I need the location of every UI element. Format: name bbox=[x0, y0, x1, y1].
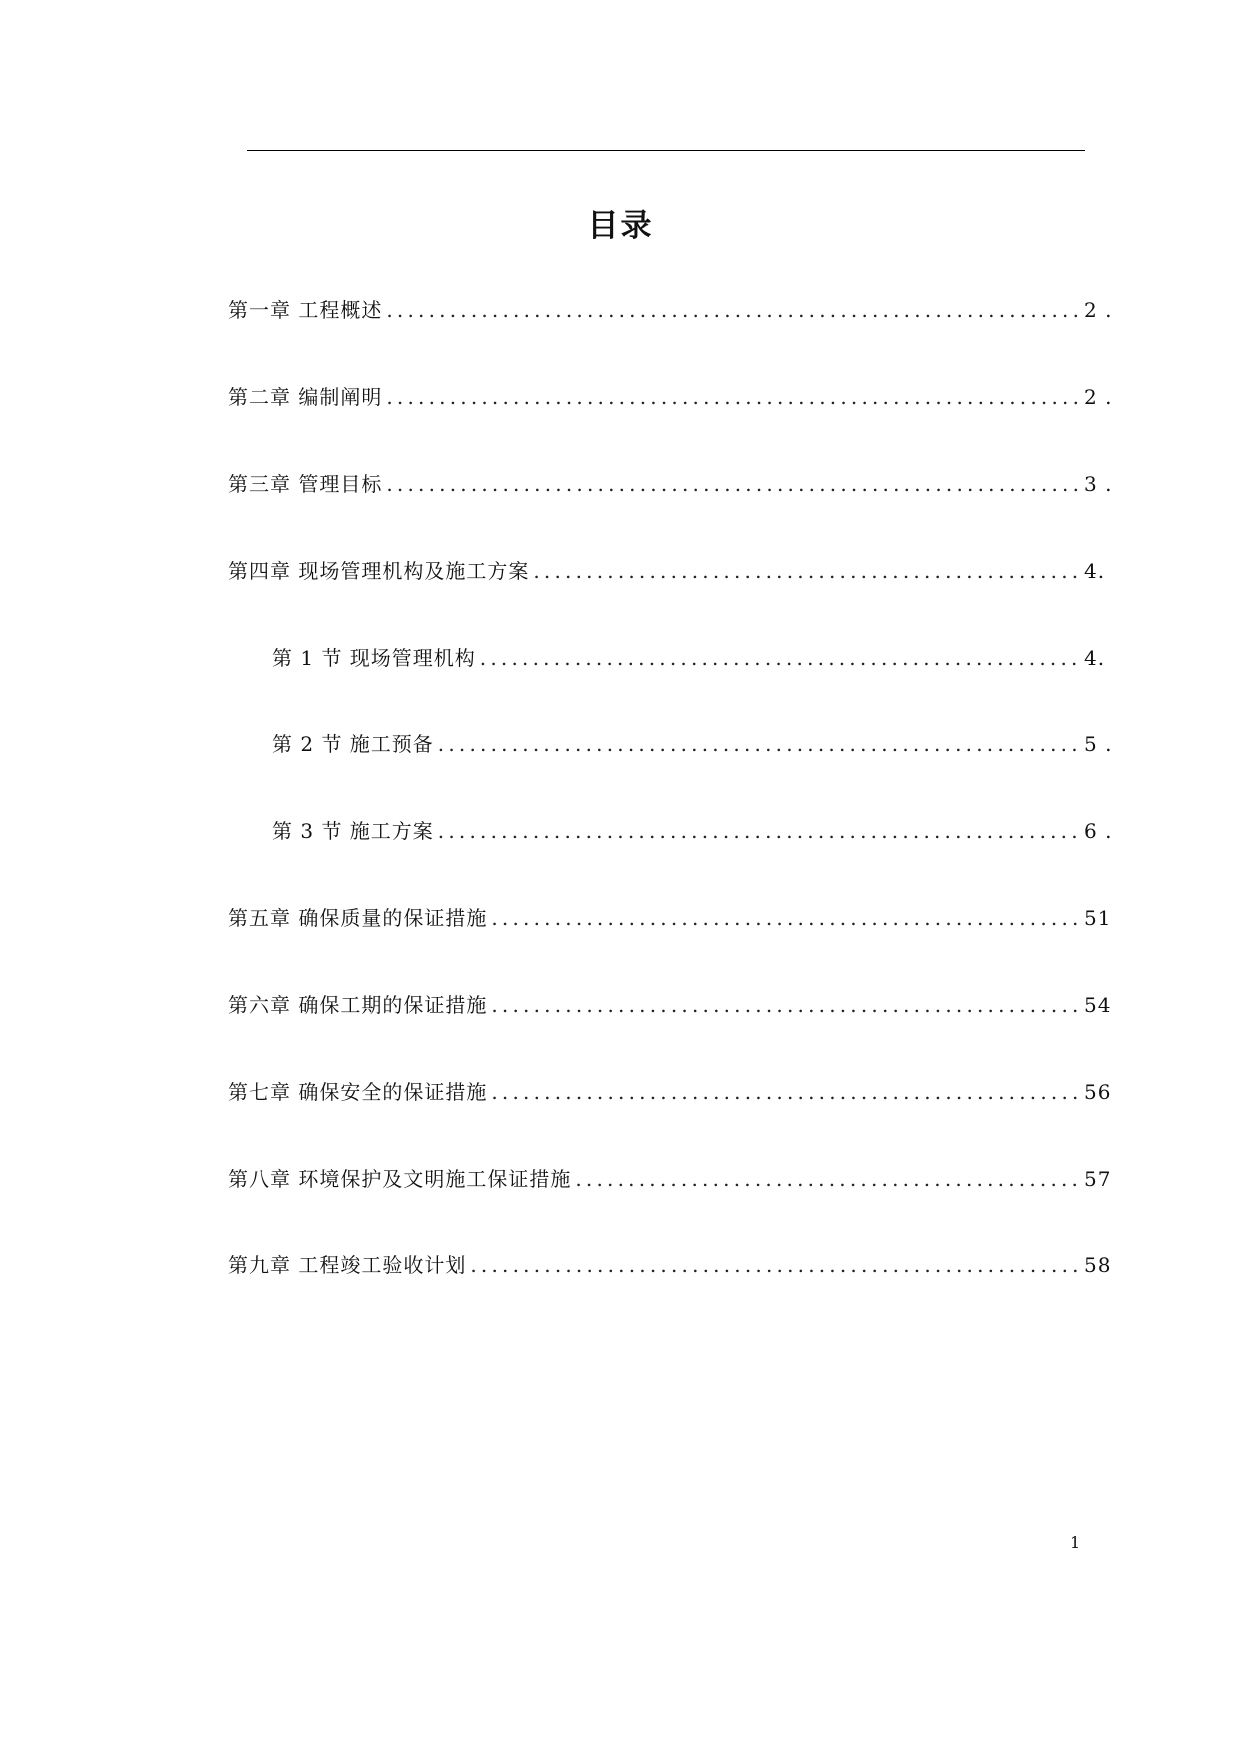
toc-entry-page: 6 . bbox=[1084, 819, 1113, 843]
toc-leader-dots bbox=[491, 993, 1081, 1017]
toc-entry-page: 4. bbox=[1084, 559, 1106, 583]
toc-entry-label: 第 1 节 现场管理机构 bbox=[272, 646, 476, 670]
toc-entry-chapter-7[interactable] bbox=[228, 1076, 1116, 1108]
page-number: 1 bbox=[1070, 1533, 1081, 1552]
toc-leader-dots bbox=[491, 1080, 1081, 1104]
toc-leader-dots bbox=[575, 1167, 1081, 1191]
toc-entry-section-3[interactable] bbox=[272, 815, 1116, 847]
header-rule bbox=[247, 150, 1085, 151]
toc-entry-page: 56 bbox=[1084, 1080, 1112, 1104]
toc-entry-chapter-5[interactable] bbox=[228, 902, 1116, 934]
toc-entry-section-1[interactable] bbox=[272, 642, 1116, 674]
toc-entry-label: 第 2 节 施工预备 bbox=[272, 732, 434, 756]
toc-entry-label: 第 3 节 施工方案 bbox=[272, 819, 434, 843]
toc-leader-dots bbox=[386, 472, 1081, 496]
toc-entry-label: 第一章 工程概述 bbox=[228, 298, 383, 322]
toc-entry-chapter-3[interactable] bbox=[228, 468, 1116, 500]
toc-entry-label: 第九章 工程竣工验收计划 bbox=[228, 1253, 467, 1277]
toc-entry-page: 54 bbox=[1084, 993, 1112, 1017]
toc-entry-section-2[interactable] bbox=[272, 728, 1116, 760]
toc-entry-chapter-6[interactable] bbox=[228, 989, 1116, 1021]
toc-leader-dots bbox=[438, 819, 1081, 843]
toc-entry-page: 2 . bbox=[1084, 385, 1113, 409]
toc-leader-dots bbox=[480, 646, 1081, 670]
toc-title: 目录 bbox=[587, 208, 654, 244]
toc-entry-page: 57 bbox=[1084, 1167, 1112, 1191]
toc-entry-page: 58 bbox=[1084, 1253, 1112, 1277]
toc-entry-label: 第三章 管理目标 bbox=[228, 472, 383, 496]
toc-leader-dots bbox=[386, 298, 1081, 322]
toc-entry-page: 5 . bbox=[1084, 732, 1113, 756]
toc-entry-chapter-2[interactable] bbox=[228, 381, 1116, 413]
toc-entry-label: 第五章 确保质量的保证措施 bbox=[228, 906, 488, 930]
toc-leader-dots bbox=[386, 385, 1081, 409]
toc-entry-page: 2 . bbox=[1084, 298, 1113, 322]
toc-entry-label: 第七章 确保安全的保证措施 bbox=[228, 1080, 488, 1104]
toc-entry-page: 3 . bbox=[1084, 472, 1113, 496]
toc-entry-chapter-8[interactable] bbox=[228, 1163, 1116, 1195]
toc-leader-dots bbox=[438, 732, 1081, 756]
toc-entry-chapter-9[interactable] bbox=[228, 1249, 1116, 1281]
toc-entry-label: 第八章 环境保护及文明施工保证措施 bbox=[228, 1167, 572, 1191]
toc-entry-chapter-4[interactable] bbox=[228, 555, 1116, 587]
toc-leader-dots bbox=[533, 559, 1081, 583]
toc-entry-page: 4. bbox=[1084, 646, 1106, 670]
toc-entry-page: 51 bbox=[1084, 906, 1112, 930]
toc-entry-label: 第二章 编制阐明 bbox=[228, 385, 383, 409]
toc-entry-label: 第四章 现场管理机构及施工方案 bbox=[228, 559, 530, 583]
toc-leader-dots bbox=[470, 1253, 1081, 1277]
toc-entry-label: 第六章 确保工期的保证措施 bbox=[228, 993, 488, 1017]
toc-leader-dots bbox=[491, 906, 1081, 930]
toc-entry-chapter-1[interactable] bbox=[228, 294, 1116, 326]
